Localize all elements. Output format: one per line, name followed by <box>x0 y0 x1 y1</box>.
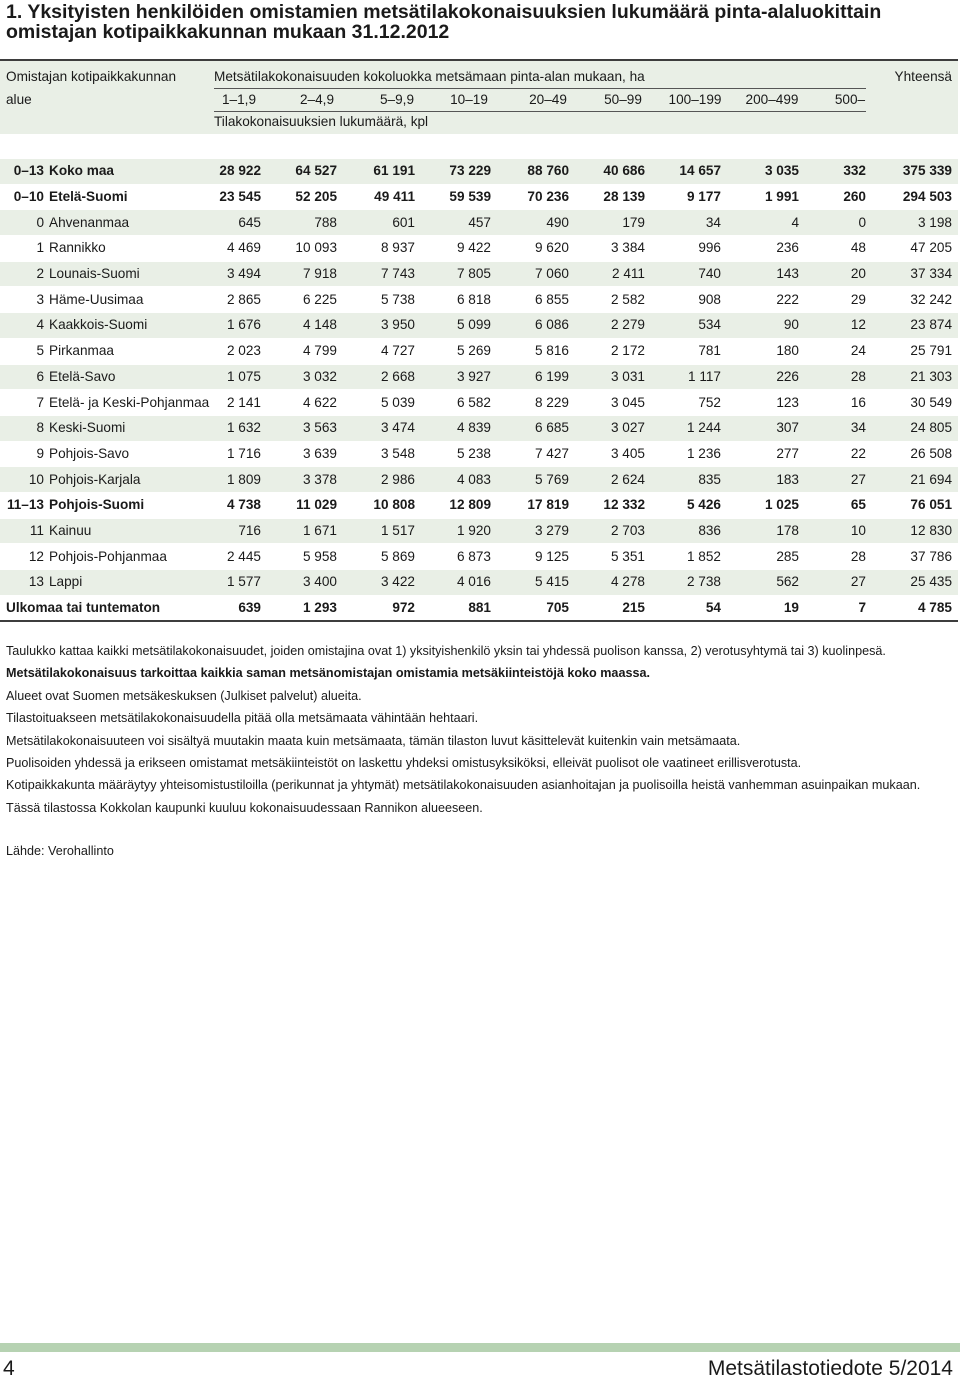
footnote: Tässä tilastossa Kokkolan kaupunki kuuluu kokonaisuudessaan Rannikon alueeseen. <box>6 800 483 815</box>
region-name: Pohjois-Suomi <box>49 492 209 518</box>
total-cell: 12 830 <box>872 518 958 544</box>
count-cell: 1 809 <box>209 467 267 493</box>
total-cell: 76 051 <box>872 492 958 518</box>
count-cell: 3 474 <box>343 415 421 441</box>
count-cell: 5 426 <box>651 492 727 518</box>
count-cell: 23 545 <box>209 184 267 210</box>
footnote: Puolisoiden yhdessä ja erikseen omistamat metsäkiinteistöt on laskettu yhdeksi omistusyksiköksi, elleivät puolisot ole vaatineet erillisverotusta. <box>6 756 802 771</box>
count-cell: 716 <box>209 518 267 544</box>
count-cell: 8 229 <box>497 390 575 416</box>
total-cell: 37 334 <box>872 261 958 287</box>
table-row <box>0 364 958 390</box>
count-cell: 881 <box>421 595 497 621</box>
region-name: Ahvenanmaa <box>49 210 209 236</box>
count-cell: 4 469 <box>209 236 267 262</box>
count-cell: 29 <box>805 287 872 313</box>
count-cell: 48 <box>805 236 872 262</box>
count-cell: 1 991 <box>727 184 805 210</box>
count-cell: 277 <box>727 441 805 467</box>
count-cell: 17 819 <box>497 492 575 518</box>
count-cell: 6 199 <box>497 364 575 390</box>
count-cell: 180 <box>727 338 805 364</box>
count-cell: 64 527 <box>267 159 343 184</box>
count-cell: 183 <box>727 467 805 493</box>
count-cell: 1 920 <box>421 518 497 544</box>
count-cell: 40 686 <box>575 159 651 184</box>
region-code: 1 <box>0 236 49 262</box>
size-class-header: Metsätilakokonaisuuden kokoluokka metsämaan pinta-alan mukaan, ha <box>214 69 645 84</box>
count-cell: 27 <box>805 467 872 493</box>
count-cell: 5 269 <box>421 338 497 364</box>
count-cell: 5 099 <box>421 313 497 339</box>
count-cell: 4 727 <box>343 338 421 364</box>
count-cell: 52 205 <box>267 184 343 210</box>
footnote: Metsätilakokonaisuuteen voi sisältyä muutakin maata kuin metsämaata, tämän tilaston luvut käsittelevät kuitenkin vain metsämaata. <box>6 733 741 748</box>
table-row <box>0 595 958 621</box>
footnote: Tilastoituakseen metsätilakokonaisuudella pitää olla metsämaata vähintään hehtaari. <box>6 711 479 726</box>
count-cell: 3 950 <box>343 313 421 339</box>
count-cell: 9 125 <box>497 544 575 570</box>
region-code: 6 <box>0 364 49 390</box>
count-cell: 908 <box>651 287 727 313</box>
count-cell: 3 639 <box>267 441 343 467</box>
count-cell: 4 <box>727 210 805 236</box>
count-cell: 28 922 <box>209 159 267 184</box>
region-name: Pohjois-Pohjanmaa <box>49 544 209 570</box>
size-class-header-item: 100–199 <box>668 92 722 107</box>
count-cell: 28 <box>805 544 872 570</box>
total-cell: 21 303 <box>872 364 958 390</box>
count-cell: 2 865 <box>209 287 267 313</box>
data-table-wrapper <box>0 132 958 622</box>
count-cell: 10 808 <box>343 492 421 518</box>
total-cell: 26 508 <box>872 441 958 467</box>
count-cell: 4 738 <box>209 492 267 518</box>
region-code: 13 <box>0 570 49 596</box>
count-cell: 143 <box>727 261 805 287</box>
count-cell: 645 <box>209 210 267 236</box>
count-cell: 5 738 <box>343 287 421 313</box>
count-cell: 7 427 <box>497 441 575 467</box>
region-code: 0–13 <box>0 159 49 184</box>
source-note: Lähde: Verohallinto <box>6 844 114 858</box>
count-cell: 1 244 <box>651 415 727 441</box>
footnotes <box>6 640 954 819</box>
count-cell: 3 032 <box>267 364 343 390</box>
table-row <box>0 467 958 493</box>
count-cell: 123 <box>727 390 805 416</box>
count-cell: 835 <box>651 467 727 493</box>
region-name: Pohjois-Savo <box>49 441 209 467</box>
count-cell: 7 060 <box>497 261 575 287</box>
count-cell: 307 <box>727 415 805 441</box>
count-cell: 5 039 <box>343 390 421 416</box>
size-class-header-item: 20–49 <box>529 92 567 107</box>
region-code: 2 <box>0 261 49 287</box>
region-name: Keski-Suomi <box>49 415 209 441</box>
table-row <box>0 544 958 570</box>
count-cell: 3 422 <box>343 570 421 596</box>
count-cell: 7 805 <box>421 261 497 287</box>
total-cell: 4 785 <box>872 595 958 621</box>
count-cell: 61 191 <box>343 159 421 184</box>
count-cell: 2 445 <box>209 544 267 570</box>
count-cell: 2 738 <box>651 570 727 596</box>
region-column-header: Omistajan kotipaikkakunnan <box>6 69 177 84</box>
region-name: Koko maa <box>49 159 209 184</box>
count-cell: 70 236 <box>497 184 575 210</box>
count-cell: 3 400 <box>267 570 343 596</box>
count-cell: 1 577 <box>209 570 267 596</box>
count-cell: 3 035 <box>727 159 805 184</box>
count-cell: 788 <box>267 210 343 236</box>
count-cell: 5 769 <box>497 467 575 493</box>
count-cell: 28 <box>805 364 872 390</box>
data-table <box>0 159 958 622</box>
header-divider-lower <box>214 111 866 112</box>
total-cell: 32 242 <box>872 287 958 313</box>
page-title: 1. Yksityisten henkilöiden omistamien metsätilakokonaisuuksien lukumäärä pinta-alaluokittain omistajan kotipaikkakunnan mukaan 31.12.2012 <box>6 1 882 43</box>
region-code: 0 <box>0 210 49 236</box>
count-cell: 22 <box>805 441 872 467</box>
region-code: 0–10 <box>0 184 49 210</box>
region-name: Pohjois-Karjala <box>49 467 209 493</box>
count-cell: 260 <box>805 184 872 210</box>
table-row <box>0 518 958 544</box>
count-cell: 4 278 <box>575 570 651 596</box>
count-cell: 6 086 <box>497 313 575 339</box>
count-cell: 2 279 <box>575 313 651 339</box>
count-cell: 7 743 <box>343 261 421 287</box>
count-cell: 601 <box>343 210 421 236</box>
count-cell: 179 <box>575 210 651 236</box>
table-row <box>0 415 958 441</box>
region-name: Kainuu <box>49 518 209 544</box>
total-cell: 24 805 <box>872 415 958 441</box>
table-spacer <box>0 132 958 159</box>
count-cell: 3 494 <box>209 261 267 287</box>
total-cell: 23 874 <box>872 313 958 339</box>
count-cell: 3 378 <box>267 467 343 493</box>
count-cell: 54 <box>651 595 727 621</box>
count-cell: 4 839 <box>421 415 497 441</box>
count-cell: 5 238 <box>421 441 497 467</box>
count-cell: 27 <box>805 570 872 596</box>
header-divider-upper <box>214 88 866 89</box>
count-cell: 3 405 <box>575 441 651 467</box>
region-name: Pirkanmaa <box>49 338 209 364</box>
size-class-header-item: 500– <box>834 92 866 107</box>
region-name: Häme-Uusimaa <box>49 287 209 313</box>
count-cell: 457 <box>421 210 497 236</box>
count-cell: 3 031 <box>575 364 651 390</box>
region-name: Rannikko <box>49 236 209 262</box>
count-cell: 12 332 <box>575 492 651 518</box>
page-number: 4 <box>3 1357 15 1380</box>
region-name: Lappi <box>49 570 209 596</box>
region-code: 9 <box>0 441 49 467</box>
count-cell: 11 029 <box>267 492 343 518</box>
count-cell: 12 <box>805 313 872 339</box>
region-code: 4 <box>0 313 49 339</box>
total-column-header: Yhteensä <box>894 69 952 84</box>
table-row <box>0 492 958 518</box>
count-cell: 1 293 <box>267 595 343 621</box>
region-code: 3 <box>0 287 49 313</box>
count-cell: 73 229 <box>421 159 497 184</box>
count-cell: 16 <box>805 390 872 416</box>
count-cell: 6 225 <box>267 287 343 313</box>
count-cell: 705 <box>497 595 575 621</box>
count-cell: 90 <box>727 313 805 339</box>
table-row <box>0 159 958 184</box>
region-code: 11 <box>0 518 49 544</box>
region-code: 8 <box>0 415 49 441</box>
count-cell: 1 632 <box>209 415 267 441</box>
count-cell: 24 <box>805 338 872 364</box>
total-cell: 25 435 <box>872 570 958 596</box>
footer-band <box>0 1343 960 1352</box>
count-cell: 20 <box>805 261 872 287</box>
size-class-header-item: 2–4,9 <box>299 92 335 107</box>
count-cell: 3 279 <box>497 518 575 544</box>
count-cell: 34 <box>805 415 872 441</box>
count-cell: 0 <box>805 210 872 236</box>
count-cell: 12 809 <box>421 492 497 518</box>
region-code: 10 <box>0 467 49 493</box>
count-cell: 1 671 <box>267 518 343 544</box>
table-row <box>0 570 958 596</box>
count-cell: 752 <box>651 390 727 416</box>
count-cell: 2 582 <box>575 287 651 313</box>
count-cell: 2 668 <box>343 364 421 390</box>
total-cell: 294 503 <box>872 184 958 210</box>
count-cell: 178 <box>727 518 805 544</box>
count-cell: 740 <box>651 261 727 287</box>
count-cell: 5 415 <box>497 570 575 596</box>
region-code: 12 <box>0 544 49 570</box>
count-cell: 1 716 <box>209 441 267 467</box>
total-cell: 3 198 <box>872 210 958 236</box>
total-cell: 21 694 <box>872 467 958 493</box>
count-cell: 1 676 <box>209 313 267 339</box>
count-cell: 1 025 <box>727 492 805 518</box>
count-cell: 6 685 <box>497 415 575 441</box>
footnote: Taulukko kattaa kaikki metsätilakokonaisuudet, joiden omistajina ovat 1) yksityishenkilö yksin tai yhdessä puolison kanssa, 2) verotusyhtymä tai 3) kuolinpesä. <box>6 644 886 658</box>
count-cell: 332 <box>805 159 872 184</box>
count-cell: 3 045 <box>575 390 651 416</box>
count-cell: 6 873 <box>421 544 497 570</box>
region-column-header-line2: alue <box>6 92 32 107</box>
count-cell: 88 760 <box>497 159 575 184</box>
total-cell: 375 339 <box>872 159 958 184</box>
count-cell: 996 <box>651 236 727 262</box>
count-cell: 226 <box>727 364 805 390</box>
count-cell: 14 657 <box>651 159 727 184</box>
count-cell: 222 <box>727 287 805 313</box>
table-row <box>0 236 958 262</box>
count-cell: 2 023 <box>209 338 267 364</box>
count-cell: 9 422 <box>421 236 497 262</box>
count-cell: 10 093 <box>267 236 343 262</box>
count-cell: 490 <box>497 210 575 236</box>
table-header <box>0 59 958 134</box>
count-cell: 4 148 <box>267 313 343 339</box>
count-cell: 2 172 <box>575 338 651 364</box>
size-class-header-item: 10–19 <box>450 92 488 107</box>
count-cell: 65 <box>805 492 872 518</box>
count-cell: 1 517 <box>343 518 421 544</box>
total-cell: 30 549 <box>872 390 958 416</box>
count-cell: 8 937 <box>343 236 421 262</box>
count-cell: 2 411 <box>575 261 651 287</box>
count-cell: 5 816 <box>497 338 575 364</box>
count-cell: 236 <box>727 236 805 262</box>
count-cell: 5 869 <box>343 544 421 570</box>
table-row <box>0 184 958 210</box>
footnote: Alueet ovat Suomen metsäkeskuksen (Julkiset palvelut) alueita. <box>6 688 362 703</box>
count-cell: 59 539 <box>421 184 497 210</box>
count-cell: 4 016 <box>421 570 497 596</box>
table-row <box>0 338 958 364</box>
count-cell: 3 563 <box>267 415 343 441</box>
footnote: Kotipaikkakunta määräytyy yhteisomistustiloilla (perikunnat ja yhtymät) metsätilakokonaisuuden asianhoitajan ja puolisoilla heistä vanhemman asuinpaikan mukaan. <box>6 778 921 793</box>
count-cell: 562 <box>727 570 805 596</box>
count-cell: 2 141 <box>209 390 267 416</box>
region-name: Etelä-Suomi <box>49 184 209 210</box>
count-cell: 2 986 <box>343 467 421 493</box>
size-class-header-item: 200–499 <box>745 92 799 107</box>
total-cell: 47 205 <box>872 236 958 262</box>
count-cell: 5 958 <box>267 544 343 570</box>
table-row <box>0 210 958 236</box>
count-cell: 4 083 <box>421 467 497 493</box>
count-cell: 2 624 <box>575 467 651 493</box>
region-name: Ulkomaa tai tuntematon <box>0 595 209 621</box>
count-cell: 19 <box>727 595 805 621</box>
count-cell: 285 <box>727 544 805 570</box>
count-cell: 10 <box>805 518 872 544</box>
count-cell: 3 927 <box>421 364 497 390</box>
count-cell: 3 548 <box>343 441 421 467</box>
count-cell: 1 236 <box>651 441 727 467</box>
count-cell: 3 027 <box>575 415 651 441</box>
count-cell: 34 <box>651 210 727 236</box>
count-cell: 9 620 <box>497 236 575 262</box>
count-cell: 1 852 <box>651 544 727 570</box>
count-cell: 534 <box>651 313 727 339</box>
count-cell: 6 855 <box>497 287 575 313</box>
count-cell: 1 117 <box>651 364 727 390</box>
count-cell: 9 177 <box>651 184 727 210</box>
table-row <box>0 287 958 313</box>
count-cell: 3 384 <box>575 236 651 262</box>
table-row <box>0 390 958 416</box>
count-cell: 972 <box>343 595 421 621</box>
count-cell: 1 075 <box>209 364 267 390</box>
region-code: 5 <box>0 338 49 364</box>
count-cell: 7 918 <box>267 261 343 287</box>
region-name: Lounais-Suomi <box>49 261 209 287</box>
count-cell: 215 <box>575 595 651 621</box>
count-cell: 6 582 <box>421 390 497 416</box>
footnote-definition: Metsätilakokonaisuus tarkoittaa kaikkia saman metsänomistajan omistamia metsäkiinteistöjä koko maassa. <box>6 666 650 681</box>
count-cell: 836 <box>651 518 727 544</box>
table-row <box>0 261 958 287</box>
count-cell: 28 139 <box>575 184 651 210</box>
region-code: 11–13 <box>0 492 49 518</box>
count-cell: 5 351 <box>575 544 651 570</box>
count-cell: 4 622 <box>267 390 343 416</box>
count-cell: 49 411 <box>343 184 421 210</box>
region-name: Etelä- ja Keski-Pohjanmaa <box>49 390 209 416</box>
table-row <box>0 441 958 467</box>
size-class-header-item: 5–9,9 <box>379 92 415 107</box>
count-cell: 7 <box>805 595 872 621</box>
unit-label: Tilakokonaisuuksien lukumäärä, kpl <box>214 114 429 129</box>
size-class-header-item: 50–99 <box>604 92 642 107</box>
region-name: Etelä-Savo <box>49 364 209 390</box>
table-row <box>0 313 958 339</box>
count-cell: 781 <box>651 338 727 364</box>
region-code: 7 <box>0 390 49 416</box>
count-cell: 6 818 <box>421 287 497 313</box>
total-cell: 37 786 <box>872 544 958 570</box>
size-class-header-item: 1–1,9 <box>221 92 257 107</box>
publication-name: Metsätilastotiedote 5/2014 <box>707 1357 953 1380</box>
count-cell: 2 703 <box>575 518 651 544</box>
total-cell: 25 791 <box>872 338 958 364</box>
region-name: Kaakkois-Suomi <box>49 313 209 339</box>
count-cell: 639 <box>209 595 267 621</box>
count-cell: 4 799 <box>267 338 343 364</box>
